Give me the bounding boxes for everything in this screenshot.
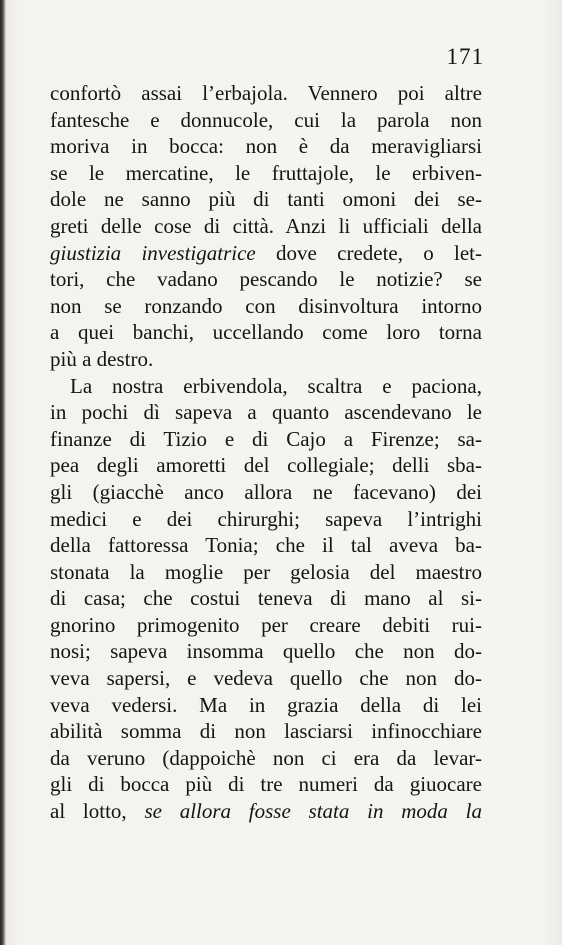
text-line: finanze di Tizio e di Cajo a Firenze; sa- xyxy=(50,426,482,451)
text-line: pea degli amoretti del collegiale; delli sba- xyxy=(50,453,482,478)
text-line: tori, che vadano pescando le notizie? se xyxy=(50,267,482,292)
text-line: gli di bocca più di tre numeri da giuocare xyxy=(50,772,482,797)
text-line: stonata la moglie per gelosia del maestro xyxy=(50,559,482,584)
text-line: dole ne sanno più di tanti omoni dei se- xyxy=(50,187,482,212)
italic-phrase: se allora fosse stata in moda la xyxy=(144,799,482,824)
text-line: non se ronzando con disinvoltura intorno xyxy=(50,293,482,318)
text-line: di casa; che costui teneva di mano al si- xyxy=(50,586,482,611)
text-span: dove credete, o let- xyxy=(255,240,483,265)
text-line: fantesche e donnucole, cui la parola non xyxy=(50,107,482,132)
text-line: in pochi dì sapeva a quanto ascendevano le xyxy=(50,400,482,425)
text-line: veva sapersi, e vedeva quello che non do- xyxy=(50,666,482,691)
text-line: moriva in bocca: non è da meravigliarsi xyxy=(50,134,482,159)
text-span: al lotto, xyxy=(50,799,145,824)
text-line: gli (giacchè anco allora ne facevano) dei xyxy=(50,479,482,504)
text-line xyxy=(50,240,482,267)
page-binding-edge xyxy=(0,0,6,945)
paragraph-start-line: La nostra erbivendola, scaltra e paciona, xyxy=(70,373,482,398)
text-line xyxy=(50,798,482,825)
text-line: abilità somma di non lasciarsi infinocchiare xyxy=(50,719,482,744)
text-line: della fattoressa Tonia; che il tal aveva ba- xyxy=(50,533,482,558)
text-line: veva vedersi. Ma in grazia della di lei xyxy=(50,692,482,717)
text-line: da veruno (dappoichè non ci era da levar- xyxy=(50,745,482,770)
italic-phrase: giustizia investigatrice xyxy=(50,240,256,265)
text-line: confortò assai l’erbajola. Vennero poi altre xyxy=(50,81,482,105)
text-line: nosi; sapeva insomma quello che non do- xyxy=(50,639,482,664)
text-line: se le mercatine, le fruttajole, le erbiven- xyxy=(50,160,482,185)
body-text xyxy=(50,80,482,825)
text-line: greti delle cose di città. Anzi li ufficiali della xyxy=(50,213,482,238)
text-line: a quei banchi, uccellando come loro torna xyxy=(50,320,482,345)
text-line: più a destro. xyxy=(50,346,154,371)
page-number: 171 xyxy=(446,44,484,69)
text-line: gnorino primogenito per creare debiti rui- xyxy=(50,612,482,637)
text-line: medici e dei chirurghi; sapeva l’intrighi xyxy=(50,506,482,531)
